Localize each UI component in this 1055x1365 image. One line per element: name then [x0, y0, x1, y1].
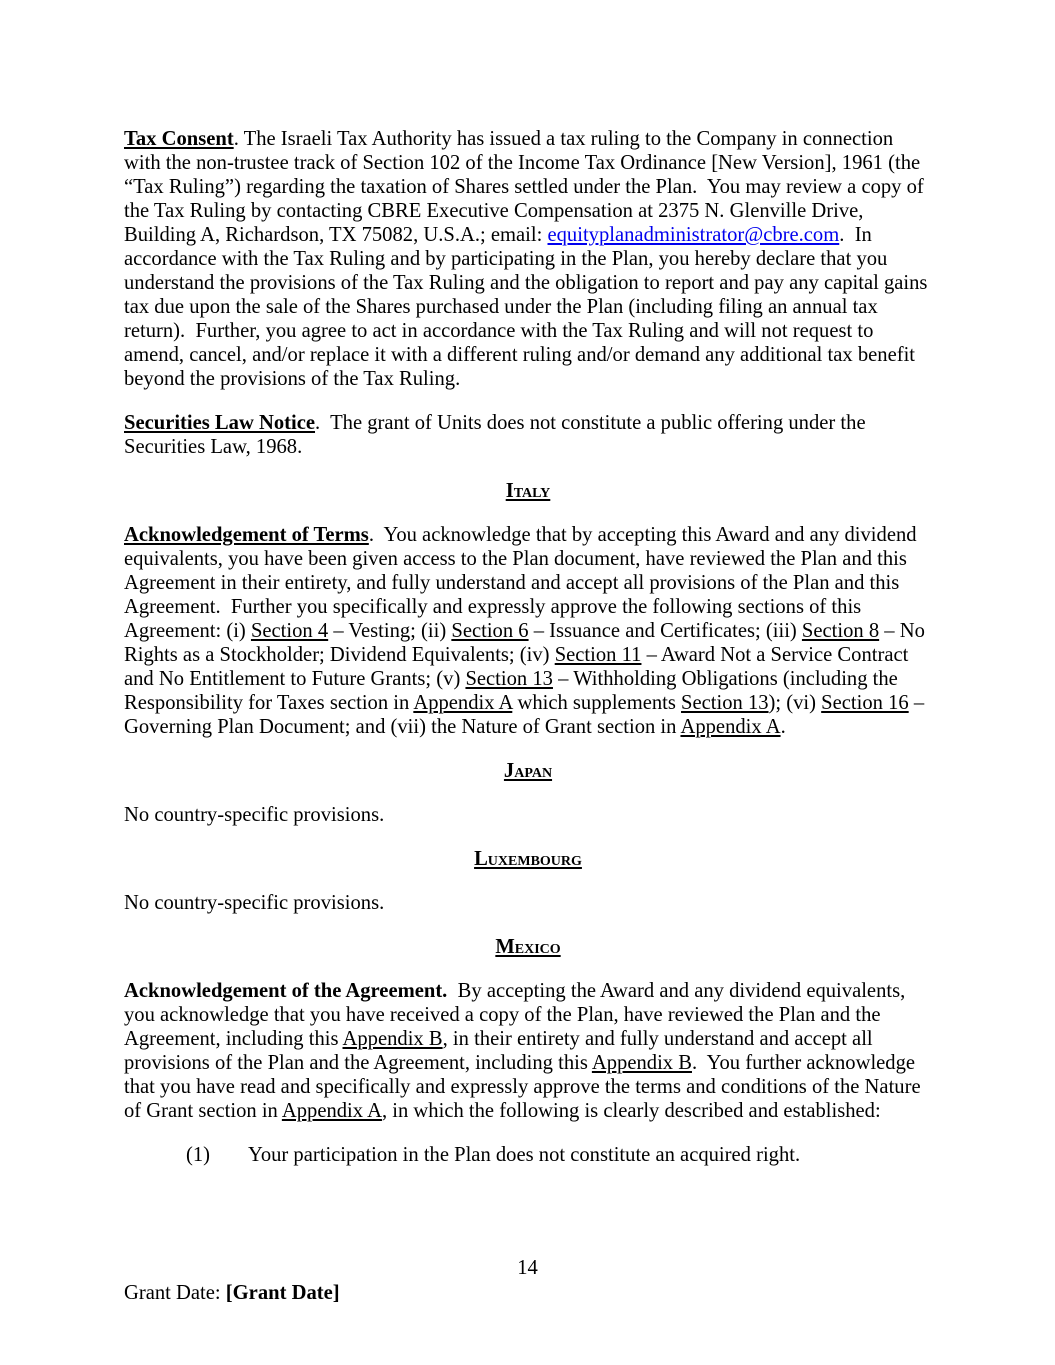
- text-run: Section 16: [821, 692, 909, 714]
- text-run: Section 13: [465, 668, 553, 690]
- text-run: Section 6: [451, 620, 529, 642]
- text-run: Your participation in the Plan does not constitute an acquired right.: [248, 1144, 801, 1166]
- acquired-right-item: [186, 1143, 932, 1167]
- document-body: [124, 127, 932, 1187]
- text-run: . You further acknowledge that you have read and specifically and expressly approve the terms and conditions of the Nature of Grant section in: [124, 1052, 926, 1122]
- heading-luxembourg-text: Luxembourg: [474, 848, 582, 870]
- text-run: Appendix B: [591, 1052, 692, 1074]
- acknowledgement-of-terms-paragraph: [124, 523, 932, 739]
- text-run: Section 13: [681, 692, 769, 714]
- heading-italy: [124, 479, 932, 503]
- text-run: Securities Law Notice: [124, 412, 316, 434]
- text-run: – Withholding Obligations (including the Responsibility for Taxes section in: [124, 668, 903, 714]
- acknowledgement-of-agreement-paragraph: [124, 979, 932, 1123]
- text-run: – Vesting; (ii): [328, 620, 452, 642]
- text-run: ); (vi): [768, 692, 822, 714]
- text-run: By accepting the Award and any dividend equivalents, you acknowledge that you have received a copy of the Plan, have reviewed the Plan and the Agreement, including this: [124, 980, 911, 1050]
- text-run: – Issuance and Certificates; (iii): [528, 620, 802, 642]
- heading-luxembourg: [124, 847, 932, 871]
- text-run: – Governing Plan Document; and (vii) the Nature of Grant section in: [124, 692, 930, 738]
- text-run: Section 4: [250, 620, 329, 642]
- text-run: Section 8: [801, 620, 880, 642]
- text-run: , in their entirety and fully understand and accept all provisions of the Plan and the Agreement, including this: [124, 1028, 878, 1074]
- luxembourg-provisions-paragraph: [124, 891, 932, 915]
- heading-italy-text: Italy: [505, 480, 551, 502]
- heading-mexico-text: Mexico: [495, 936, 561, 958]
- grant-date-label: Grant Date:: [124, 1282, 226, 1304]
- text-run: Appendix A: [281, 1100, 382, 1122]
- text-run: .: [780, 716, 786, 738]
- text-run: . You acknowledge that by accepting this Award and any dividend equivalents, you have been given access to the Plan document, have reviewed the Plan and this Agreement in their entirety, and fully understand and accept all provisions of the Plan and this Agreement. Further you specifically and expressly approve the following sections of this Agreement: (i): [124, 524, 922, 642]
- heading-mexico: [124, 935, 932, 959]
- page-number: 14: [517, 1257, 538, 1279]
- text-run: – Award Not a Service Contract and No Entitlement to Future Grants; (v): [124, 644, 914, 690]
- text-run: Section 11: [554, 644, 642, 666]
- text-run: Acknowledgement of the Agreement.: [124, 980, 448, 1002]
- text-run: – No Rights as a Stockholder; Dividend Equivalents; (iv): [124, 620, 931, 666]
- text-run: . The Israeli Tax Authority has issued a tax ruling to the Company in connection with the non-trustee track of Section 102 of the Income Tax Ordinance [New Version], 1961 (the “Tax Ruling”) regarding the taxation of Shares settled under the Plan. You may review a copy of the Tax Ruling by contacting CBRE Executive Compensation at 2375 N. Glenville Drive, Building A, Richardson, TX 75082, U.S.A.; email:: [124, 128, 929, 246]
- item-number: (1): [186, 1144, 211, 1166]
- text-run: No country-specific provisions.: [124, 804, 385, 826]
- text-run: Acknowledgement of Terms: [124, 524, 369, 546]
- text-run: No country-specific provisions.: [124, 892, 385, 914]
- grant-date-value: [Grant Date]: [225, 1282, 340, 1304]
- grant-date-line: [124, 1281, 340, 1305]
- heading-japan: [124, 759, 932, 783]
- text-run: . The grant of Units does not constitute a public offering under the Securities Law, 1968.: [124, 412, 871, 458]
- text-run: . In accordance with the Tax Ruling and by participating in the Plan, you hereby declare that you understand the provisions of the Tax Ruling and the obligation to report and pay any capital gains tax due upon the sale of the Shares purchased under the Plan (including filing an annual tax return). Further, you agree to act in accordance with the Tax Ruling and will not request to amend, cancel, and/or replace it with a different ruling and/or demand any additional tax benefit beyond the provisions of the Tax Ruling.: [124, 224, 933, 390]
- text-run: , in which the following is clearly described and established:: [381, 1100, 881, 1122]
- tax-consent-paragraph: [124, 127, 932, 391]
- japan-provisions-paragraph: [124, 803, 932, 827]
- text-run: which supplements: [512, 692, 682, 714]
- securities-law-notice-paragraph: [124, 411, 932, 459]
- text-run: Appendix B: [342, 1028, 443, 1050]
- text-run: Appendix A: [680, 716, 781, 738]
- text-run: Appendix A: [413, 692, 513, 714]
- heading-japan-text: Japan: [503, 760, 553, 782]
- text-run: Tax Consent: [124, 128, 234, 150]
- email-link[interactable]: equityplanadministrator@cbre.com: [547, 224, 840, 246]
